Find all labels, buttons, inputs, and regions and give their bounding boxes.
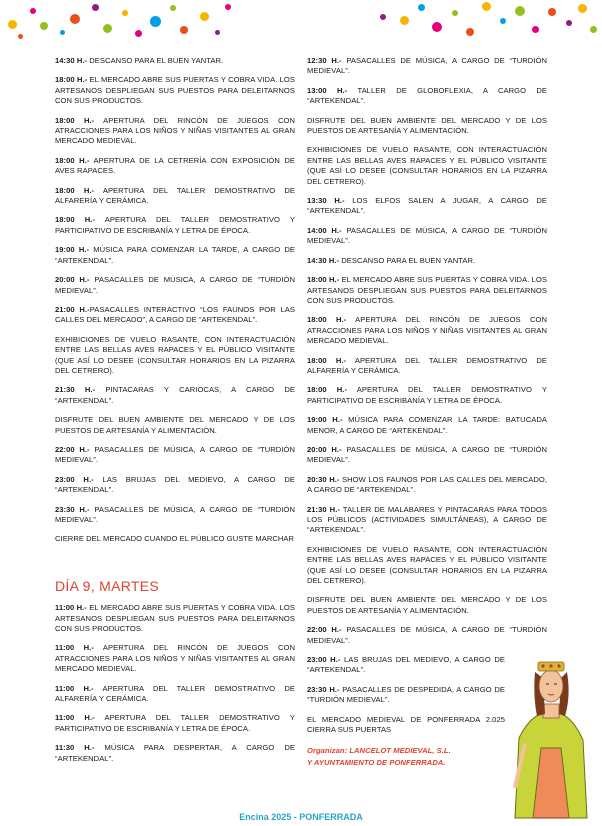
entry-text: DISFRUTE DEL BUEN AMBIENTE DEL MERCADO Y DE LOS PUESTOS DE ARTESANÍA Y ALIMENTACIÓN. [55,415,295,435]
schedule-entry [307,715,505,736]
entry-time: 11:00 H.- [55,683,94,693]
footer-text: Encina 2025 - PONFERRADA [239,812,363,822]
entry-time: 19:00 H.- [307,415,343,425]
schedule-entry [307,505,547,536]
entry-text: APERTURA DEL RINCÓN DE JUEGOS CON ATRACCIONES PARA LOS NIÑOS Y NIÑAS VISITANTES AL GRAN MERCADO MEDIEVAL. [55,643,296,674]
left-column [55,56,295,773]
medieval-lady-illustration [505,648,597,826]
entry-time: 21:00 H.- [55,304,90,314]
entry-text: APERTURA DEL TALLER DEMOSTRATIVO Y PARTICIPATIVO DE ESCRIBANÍA Y LETRA DE ÉPOCA. [55,713,296,733]
schedule-entry [307,196,547,217]
entry-time: 21:30 H.- [55,385,96,395]
entry-time: 22:00 H.- [55,444,90,454]
entry-time: 18:00 H.- [55,115,95,125]
entry-time: 18:00 H.- [55,155,90,165]
entry-text: APERTURA DEL RINCÓN DE JUEGOS CON ATRACCIONES PARA LOS NIÑOS Y NIÑAS VISITANTES AL GRAN MERCADO MEDIEVAL. [55,115,295,146]
entry-text: PASACALLES INTERACTIVO “LOS FAUNOS POR LAS CALLES DEL MERCADO”, A CARGO DE “ARTEKENDAL”. [55,304,296,325]
entry-text: APERTURA DEL TALLER DEMOSTRATIVO Y PARTICIPATIVO DE ESCRIBANÍA Y LETRA DE ÉPOCA. [55,215,295,235]
entry-text: EXHIBICIONES DE VUELO RASANTE, CON INTERACTUACIÓN ENTRE LAS BELLAS AVES RAPACES Y EL PÚBLICO VISITANTE (QUE ASÍ LO DESEE (CONSULTAR HORARIOS EN LA PIZARRA DEL CETRERO). [307,544,547,586]
schedule-entry [55,445,295,466]
entry-text: EL MERCADO MEDIEVAL DE PONFERRADA 2.025 CIERRA SUS PUERTAS [307,714,505,735]
schedule-entry [307,415,547,436]
schedule-entry [55,305,295,326]
schedule-entry [55,743,295,764]
entry-text: PASACALLES DE MÚSICA, A CARGO DE “TURDIÓN MEDIEVAL”. [307,444,547,465]
schedule-entry [307,385,547,406]
schedule-entry [307,226,547,247]
day9-schedule-right [307,56,547,646]
entry-text: EXHIBICIONES DE VUELO RASANTE, CON INTERACTUACIÓN ENTRE LAS BELLAS AVES RAPACES Y EL PÚBLICO VISITANTE (QUE ASÍ LO DESEE (CONSULTAR HORARIOS EN LA PIZARRA DEL CETRERO). [55,334,295,375]
schedule-entry [307,445,547,466]
entry-text: LAS BRUJAS DEL MEDIEVO, A CARGO DE “ARTEKENDAL”. [55,474,296,495]
schedule-entry [55,415,295,436]
schedule-entry [307,275,547,306]
schedule-entry [55,75,295,106]
schedule-entry [307,545,547,587]
schedule-entry [55,505,295,526]
schedule-entry [55,475,295,496]
entry-text: MÚSICA PARA COMENZAR LA TARDE: BATUCADA MENOR, A CARGO DE “ARTEKENDAL”. [307,415,547,435]
schedule-entry [307,56,547,77]
entry-text: EL MERCADO ABRE SUS PUERTAS Y COBRA VIDA. LOS ARTESANOS DESPLIEGAN SUS PUESTOS PARA DELEITARNOS CON SUS PRODUCTOS. [55,75,295,106]
entry-time: 13:00 H.- [307,85,348,95]
schedule-entry [55,186,295,207]
entry-time: 18:00 H.- [307,275,340,285]
entry-text: APERTURA DE LA CETRERÍA CON EXPOSICIÓN DE AVES RAPACES. [55,155,295,176]
entry-text: EL MERCADO ABRE SUS PUERTAS Y COBRA VIDA. LOS ARTESANOS DESPLIEGAN SUS PUESTOS PARA DELEITARNOS CON SUS PRODUCTOS. [307,275,547,305]
day9-schedule-closing [307,655,505,735]
entry-time: 11:00 H.- [55,603,87,613]
entry-text: DISFRUTE DEL BUEN AMBIENTE DEL MERCADO Y DE LOS PUESTOS DE ARTESANÍA Y ALIMENTACIÓN. [307,595,547,615]
entry-text: DISFRUTE DEL BUEN AMBIENTE DEL MERCADO Y DE LOS PUESTOS DE ARTESANÍA Y ALIMENTACIÓN. [307,115,547,136]
schedule-entry [55,643,295,674]
entry-text: LAS BRUJAS DEL MEDIEVO, A CARGO DE “ARTEKENDAL”. [307,655,506,675]
entry-text: APERTURA DEL RINCÓN DE JUEGOS CON ATRACCIONES PARA LOS NIÑOS Y NIÑAS VISITANTES AL GRAN MERCADO MEDIEVAL. [307,315,547,346]
entry-time: 14:00 H.- [307,225,342,235]
schedule-entry [55,684,295,705]
schedule-entry [307,595,547,616]
entry-text: DESCANSO PARA EL BUEN YANTAR. [339,255,476,265]
day9-schedule-left [55,603,295,764]
schedule-entry [307,685,505,706]
entry-time: 22:00 H.- [307,625,342,635]
schedule-entry [307,256,547,266]
entry-time: 18:00 H.- [55,75,88,85]
schedule-entry [307,145,547,187]
entry-time: 13:30 H.- [307,196,345,206]
schedule-entry [307,86,547,107]
entry-time: 23:00 H.- [55,474,94,484]
entry-text: MÚSICA PARA COMENZAR LA TARDE, A CARGO DE “ARTEKENDAL”. [55,245,295,265]
entry-text: TALLER DE GLOBOFLEXIA, A CARGO DE “ARTEKENDAL”. [307,85,548,106]
schedule-entry [55,335,295,377]
entry-time: 18:00 H.- [307,355,347,365]
confetti-dots-right [370,0,602,42]
entry-text: APERTURA DEL TALLER DEMOSTRATIVO DE ALFARERÍA Y CERÁMICA. [307,355,547,375]
confetti-dots-left [0,0,230,42]
entry-time: 19:00 H.- [55,245,90,255]
entry-time: 23:30 H.- [307,684,340,694]
entry-text: PASACALLES DE DESPEDIDA, A CARGO DE “TURDIÓN MEDIEVAL”. [307,684,506,705]
schedule-entry [55,56,295,66]
schedule-entry [307,116,547,137]
entry-text: LOS ELFOS SALEN A JUGAR, A CARGO DE “ARTEKENDAL”. [307,196,547,216]
schedule-entry [307,315,547,346]
entry-time: 21:30 H.- [307,504,340,514]
schedule-entry [55,713,295,734]
entry-text: PASACALLES DE MÚSICA, A CARGO DE “TURDIÓN MEDIEVAL”. [55,444,295,465]
schedule-entry [55,385,295,406]
entry-text: PINTACARAS Y CARIOCAS, A CARGO DE “ARTEKENDAL”. [55,385,295,405]
entry-time: 18:00 H.- [307,315,347,325]
entry-text: APERTURA DEL TALLER DEMOSTRATIVO DE ALFARERÍA Y CERÁMICA. [55,185,295,206]
entry-text: PASACALLES DE MÚSICA, A CARGO DE “TURDIÓN MEDIEVAL”. [307,625,547,645]
entry-time: 11:00 H.- [55,643,94,653]
schedule-entry [307,475,547,496]
schedule-entry [55,156,295,177]
entry-time: 12:30 H.- [307,56,342,65]
entry-time: 20:00 H.- [55,275,90,285]
schedule-entry [55,215,295,236]
schedule-entry [55,116,295,147]
schedule-entry [307,356,547,377]
schedule-entry [55,245,295,266]
entry-text: APERTURA DEL TALLER DEMOSTRATIVO Y PARTICIPATIVO DE ESCRIBANÍA Y LETRA DE ÉPOCA. [307,385,547,405]
entry-time: 18:00 H.- [55,185,95,195]
entry-text: APERTURA DEL TALLER DEMOSTRATIVO DE ALFARERÍA Y CERÁMICA. [55,683,295,704]
entry-text: PASACALLES DE MÚSICA, A CARGO DE “TURDIÓN MEDIEVAL”. [307,225,547,246]
entry-text: PASACALLES DE MÚSICA, A CARGO DE “TURDIÓN MEDIEVAL”. [55,504,295,524]
entry-text: TALLER DE MALABARES Y PINTACARAS PARA TODOS LOS PÚBLICOS (ACTIVIDADES SIMULTÁNEAS), A CARGO DE “ARTEKENDAL”. [307,504,547,535]
entry-time: 14:30 H.- [307,255,340,265]
entry-time: 20:30 H.- [307,474,340,484]
entry-time: 11:00 H.- [55,713,95,723]
organizer-line-2: Y AYUNTAMIENTO DE PONFERRADA. [307,757,446,767]
entry-text: EL MERCADO ABRE SUS PUERTAS Y COBRA VIDA. LOS ARTESANOS DESPLIEGAN SUS PUESTOS PARA DELEITARNOS CON SUS PRODUCTOS. [55,603,296,634]
day8-schedule [55,56,295,545]
entry-time: 11:30 H.- [55,743,95,753]
schedule-entry [307,625,547,646]
entry-time: 18:00 H.- [55,215,96,225]
entry-time: 23:00 H.- [307,655,341,665]
entry-text: PASACALLES DE MÚSICA, A CARGO DE “TURDIÓN MEDIEVAL”. [55,275,295,295]
entry-time: 23:30 H.- [55,504,90,514]
entry-text: SHOW LOS FAUNOS POR LAS CALLES DEL MERCADO, A CARGO DE “ARTEKENDAL”. [307,474,547,495]
day-9-title: DÍA 9, MARTES [55,577,160,594]
entry-text: MÚSICA PARA DESPERTAR, A CARGO DE “ARTEKENDAL”. [55,743,295,763]
entry-text: DESCANSO PARA EL BUEN YANTAR. [87,56,224,65]
schedule-entry [55,275,295,296]
entry-text: CIERRE DEL MERCADO CUANDO EL PÚBLICO GUSTE MARCHAR [55,534,295,544]
entry-time: 14:30 H.- [55,56,88,65]
entry-text: PASACALLES DE MÚSICA, A CARGO DE “TURDIÓN MEDIEVAL”. [307,56,547,76]
entry-time: 18:00 H.- [307,385,348,395]
schedule-entry [55,603,295,634]
organizers [307,745,505,769]
schedule-entry [307,655,505,676]
organizer-line-1: Organizan: LANCELOT MEDIEVAL, S.L. [307,745,451,755]
entry-time: 20:00 H.- [307,444,342,454]
schedule-entry [55,534,295,544]
entry-text: EXHIBICIONES DE VUELO RASANTE, CON INTERACTUACIÓN ENTRE LAS BELLAS AVES RAPACES Y EL PÚBLICO VISITANTE (QUE ASÍ LO DESEE (CONSULTAR HORARIOS EN LA PIZARRA DEL CETRERO). [307,145,547,186]
